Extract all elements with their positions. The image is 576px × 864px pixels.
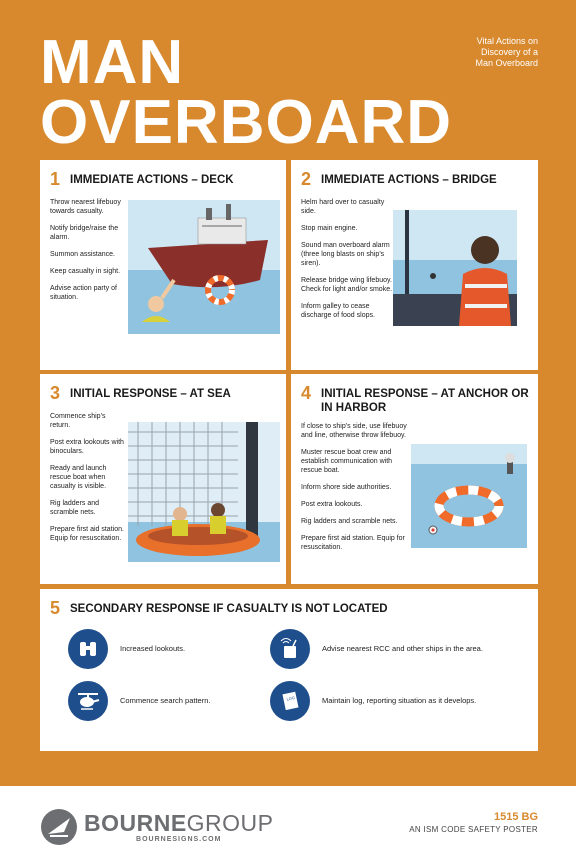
secondary-item-text: Increased lookouts. [120,644,186,653]
step-item: Throw nearest lifebuoy towards casualty. [50,199,121,215]
section-header [50,170,278,188]
section-number: 3 [50,383,61,403]
step-item: Helm hard over to casualty side. [301,199,385,215]
step-item: Rig ladders and scramble nets. [50,500,100,516]
brand-name-light: GROUP [186,810,274,836]
secondary-item-text: Maintain log, reporting situation as it develops. [322,696,477,705]
poster-description: AN ISM CODE SAFETY POSTER [409,825,538,834]
section-header [301,384,530,415]
step-item: Advise action party of situation. [50,285,117,301]
step-item: Stop main engine. [301,225,358,232]
ship-lifebuoy-illustration [128,200,280,334]
step-item: Notify bridge/raise the alarm. [50,225,119,241]
section-heading: SECONDARY RESPONSE IF CASUALTY IS NOT LOCATED [70,603,388,615]
step-item: Release bridge wing lifebuoy. Check for light and/or smoke. [301,277,393,293]
step-item: Rig ladders and scramble nets. [301,518,398,525]
section-card-5 [40,589,538,751]
secondary-item [68,629,298,669]
subtitle-line: Discovery of a [480,47,538,57]
subtitle [428,36,538,69]
lifebuoy-in-water-illustration [411,444,527,548]
secondary-item [270,629,520,669]
logo-text [84,811,274,843]
section-card-1 [40,160,286,370]
bourne-group-logo [40,808,274,846]
section-card-2 [291,160,538,370]
section-header [50,384,278,402]
secondary-item-text: Advise nearest RCC and other ships in the area. [322,644,483,653]
step-item: Commence ship’s return. [50,413,106,429]
bourne-logo-icon [40,808,78,846]
step-item: If close to ship’s side, use lifebuoy and line, otherwise throw lifebuoy. [301,423,407,439]
subtitle-line: Vital Actions on [476,36,538,46]
footer [0,786,576,864]
section-heading: IMMEDIATE ACTIONS – BRIDGE [321,174,497,186]
brand-name [84,811,274,835]
step-list [50,412,124,551]
section-card-4 [291,374,538,584]
secondary-item-text: Commence search pattern. [120,696,211,705]
section-heading: INITIAL RESPONSE – AT ANCHOR OR IN HARBOR [321,388,529,414]
step-item: Sound man overboard alarm (three long blasts on ship’s siren). [301,242,390,267]
step-item: Inform shore side authorities. [301,484,392,491]
bridge-officer-illustration [393,210,517,326]
step-list [301,198,397,328]
brand-name-bold: BOURNE [84,810,187,836]
secondary-item [270,681,520,721]
step-item: Prepare first aid station. Equip for resuscitation. [301,535,405,551]
step-item: Post extra lookouts. [301,501,363,508]
svg-text:LOG: LOG [286,694,296,702]
section-card-3 [40,374,286,584]
step-item: Inform galley to cease discharge of food slops. [301,303,375,319]
step-list [301,422,413,560]
title-line-2: OVERBOARD [40,88,453,157]
poster-code [409,810,538,836]
log-book-icon [270,681,310,721]
step-item: Prepare first aid station. Equip for resuscitation. [50,526,124,542]
step-item: Keep casualty in sight. [50,268,121,275]
radio-icon [270,629,310,669]
section-number: 5 [50,598,61,618]
helicopter-icon [68,681,108,721]
poster-id: 1515 BG [493,811,538,823]
section-heading: IMMEDIATE ACTIONS – DECK [70,174,234,186]
step-item: Post extra lookouts with binoculars. [50,439,124,455]
step-item: Muster rescue boat crew and establish communication with rescue boat. [301,449,393,474]
section-header [301,170,530,188]
section-number: 2 [301,169,312,189]
rescue-boat-illustration [128,422,280,562]
section-heading: INITIAL RESPONSE – AT SEA [70,388,231,400]
step-list [50,198,124,310]
section-number: 4 [301,383,312,403]
brand-website: BOURNESIGNS.COM [136,836,222,843]
title-line-1: MAN [40,28,185,97]
secondary-item [68,681,298,721]
section-number: 1 [50,169,61,189]
step-item: Ready and launch rescue boat when casualty is visible. [50,465,107,490]
subtitle-line: Man Overboard [475,58,538,68]
binoculars-icon [68,629,108,669]
section-header [50,599,530,617]
step-item: Summon assistance. [50,251,115,258]
